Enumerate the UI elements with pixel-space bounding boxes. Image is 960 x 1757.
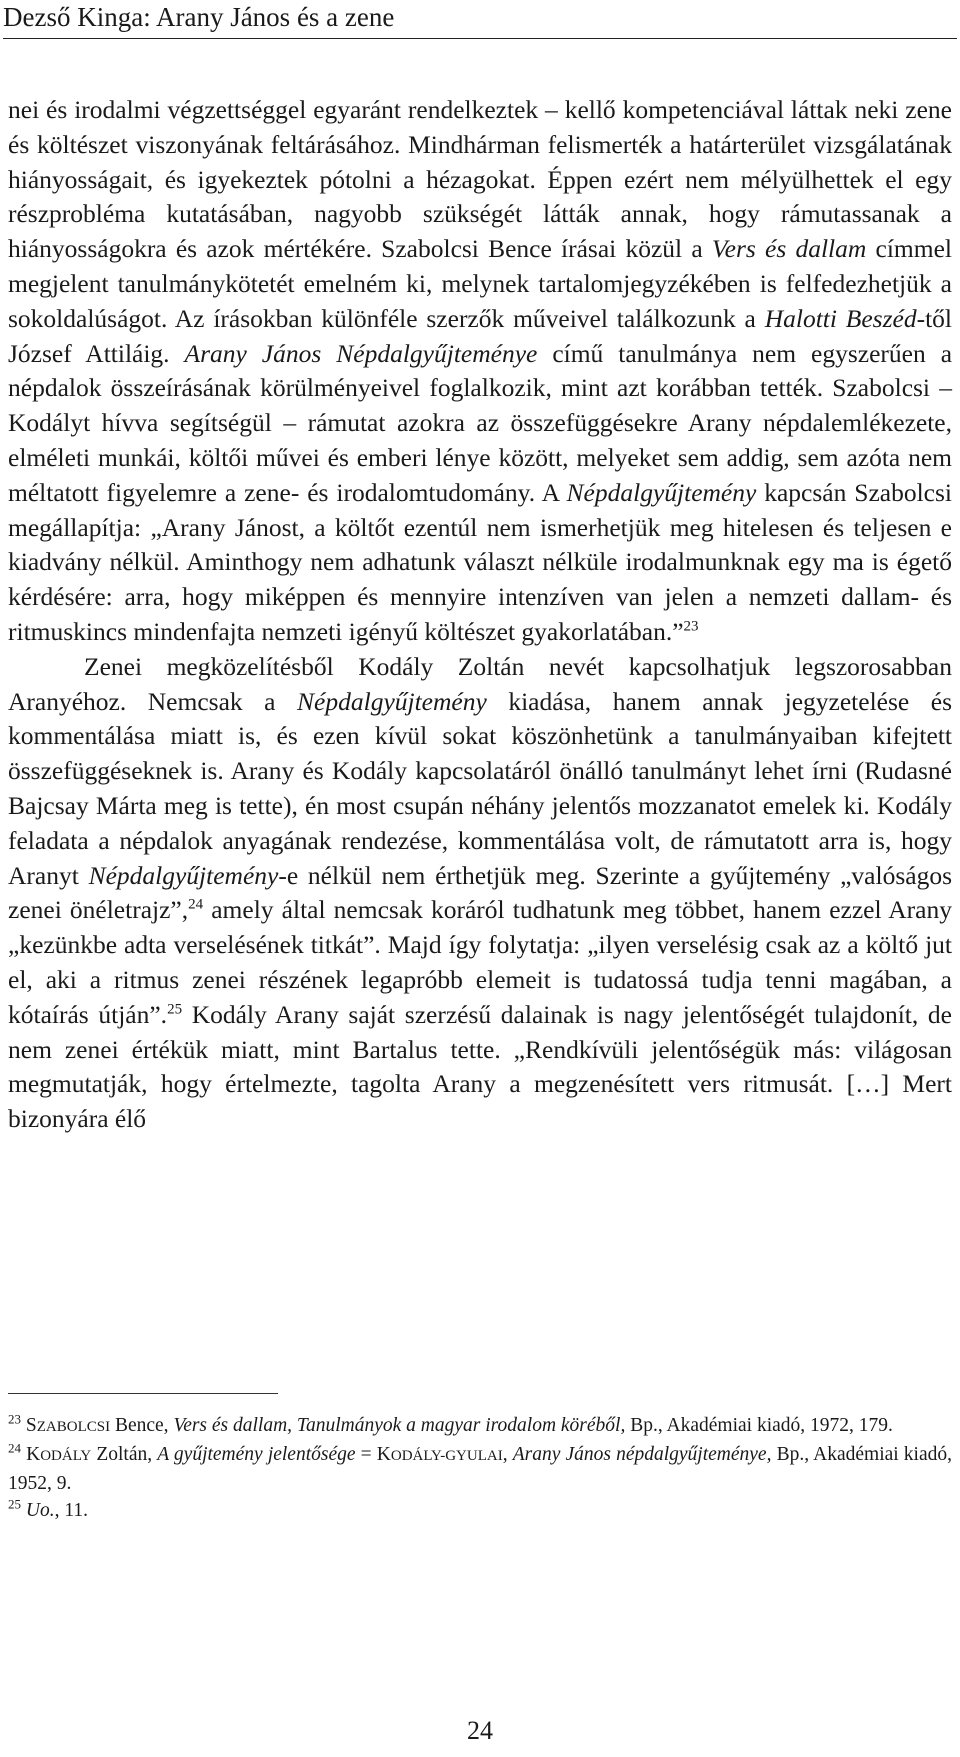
footnote-separator — [8, 1393, 278, 1394]
italic-title: Népdalgyűjtemény — [566, 477, 757, 507]
text-run: Zoltán, — [91, 1444, 158, 1465]
text-run: , — [502, 1444, 513, 1465]
footnote-25 — [8, 1497, 952, 1524]
text-run: amely által nemcsak koráról tudhatunk meg többet, hanem ezzel Arany „kezünkbe adta verselésének titkát”. Majd így folytatja: „ilyen verselésig csak az a költő jut el, aki a ritmus zenei részének legapróbb elemeit is tudatossá tudja tenni magában, a kótaírás útján”. — [8, 895, 952, 1029]
page-number: 24 — [467, 1716, 493, 1745]
italic-title: Arany János Népdalgyűjteménye — [184, 338, 538, 368]
text-run: Bp., Akadémiai kiadó, 1972, 179. — [625, 1415, 893, 1436]
footnote-ref: 25 — [167, 1001, 183, 1018]
italic-title: Népdalgyűjtemény — [88, 860, 279, 890]
italic-title: Vers és dallam — [711, 234, 867, 264]
text-run: -e nélkül nem érthetjük meg. Szerinte a gyűjtemény „valóságos zenei önéletrajz”, — [8, 860, 952, 925]
footnote-number: 23 — [8, 1411, 21, 1427]
text-run: kiadása, hanem annak jegyzetelése és kommentálása miatt is, és ezen kívül sokat köszönhetünk a tanulmányaiban kifejtett összefüggéseknek is. Arany és Kodály kapcsolatáról önálló tanulmányt lehet írni (Rudasné Bajcsay Márta meg is tette), én most csupán néhány jelentős mozzanatot emelek ki. Kodály feladata a népdalok anyagának rendezése, kommentálása volt, de rámutatott arra is, hogy Aranyt — [8, 686, 952, 890]
text-run: Zenei megközelítésből Kodály Zoltán nevét kapcsolhatjuk legszorosabban Aranyéhoz. Nemcsak a — [8, 651, 952, 716]
main-text — [8, 93, 952, 1137]
footnote-ref: 24 — [188, 896, 204, 913]
text-run: Bence, — [110, 1415, 174, 1436]
text-run: címmel megjelent tanulmánykötetét emelném ki, melynek tartalomjegyzékében is felfedezhetjük a sokoldalúságot. Az írásokban különféle szerzők műveivel találkozunk a — [8, 234, 952, 333]
text-run: kapcsán Szabolcsi megállapítja: „Arany Jánost, a költőt ezentúl nem ismerhetjük meg hitelesen és teljesen e kiadvány nélkül. Aminthogy nem adhatunk választ nélküle irodalmunknak egy ma is égető kérdésére: arra, hogy miképpen és mennyire intenzíven van jelen a nemzeti dallam- és ritmuskincs mindenfajta nemzeti igényű költészet gyakorlatában.” — [8, 477, 952, 646]
text-run: nei és irodalmi végzettséggel egyaránt rendelkeztek – kellő kompetenciával láttak neki zene és költészet viszonyának feltárásához. Mindhárman felismerték a határterület vizsgálatának hiányosságait, és igyekeztek pótolni a hézagokat. Éppen ezért nem mélyülhettek el egy részprobléma kutatásában, nagyobb szükségét látták annak, hogy rámutassanak a hiányosságokra és azok mértékére. Szabolcsi Bence írásai közül a — [8, 95, 952, 264]
italic-title: Uo. — [25, 1500, 55, 1521]
footnote-number: 25 — [8, 1496, 21, 1512]
body-paragraph-1 — [8, 93, 952, 650]
italic-title: Arany János népdalgyűjteménye, — [512, 1444, 772, 1465]
footnote-ref: 23 — [683, 618, 699, 635]
text-run: című tanulmánya nem egyszerűen a népdalok összeírásának körülményeivel foglalkozik, mint azt korábban tették. Szabolcsi – Kodályt hívva segítségül – rámutat azokra az összefüggésekre Arany népdalemlékezete, elméleti munkái, költői művei és emberi lénye között, melyeket sem addig, sem azóta nem méltatott figyelemre a zene- és irodalomtudomány. A — [8, 338, 953, 507]
footnote-23 — [8, 1412, 952, 1441]
text-run: Kodály Arany saját szerzésű dalainak is nagy jelentőségét tulajdonít, de nem zenei értékük miatt, mint Bartalus tette. „Rendkívüli jelentőségük más: világosan megmutatják, hogy értelmezte, tagolta Arany a megzenésített vers ritmusát. […] Mert bizonyára élő — [8, 999, 952, 1134]
footnote-list — [8, 1412, 952, 1524]
footnote-24 — [8, 1441, 952, 1497]
italic-title: A gyűjtemény jelentősége — [157, 1444, 356, 1465]
text-run: , 11. — [54, 1500, 88, 1521]
italic-title: Vers és dallam, Tanulmányok a magyar irodalom köréből, — [173, 1415, 626, 1436]
text-run: Bp., Akadémiai kiadó, 1952, 9. — [8, 1444, 953, 1494]
footnote-number: 24 — [8, 1440, 21, 1456]
author-name: KODÁLY-GYULAI — [376, 1444, 503, 1465]
author-name: KODÁLY — [26, 1444, 92, 1465]
running-title: Dezső Kinga: Arany János és a zene — [3, 2, 395, 32]
text-run: -től József Attiláig. — [8, 303, 952, 368]
author-name: SZABOLCSI — [25, 1415, 111, 1436]
italic-title: Halotti Beszéd — [764, 303, 917, 333]
text-run: = — [355, 1444, 377, 1465]
body-paragraph-2 — [8, 650, 952, 1137]
running-header — [3, 2, 957, 39]
footnotes-section — [8, 1393, 952, 1524]
italic-title: Népdalgyűjtemény — [297, 686, 487, 716]
